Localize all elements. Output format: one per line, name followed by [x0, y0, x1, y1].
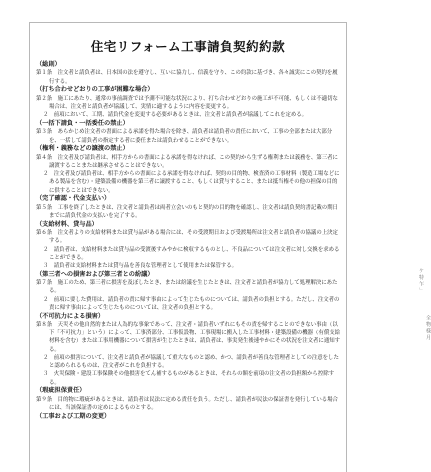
article-clause: ２ 注文者及び請負者は、相手方からの書面による承諾を得なければ、契約の目的物、検査済の工事材料（製造工場などにある製品を含む）・建築設備の機器を第三者に譲渡すること、もしくは貸与すること、または抵当権その他の担保の目的に供することはできない。: [43, 171, 340, 194]
side-text-fragment: ケ 特 乍 」: [418, 268, 424, 293]
section-heading: （工事および工期の変更）: [36, 412, 111, 420]
section-heading: （打ち合わせどおりの工事が困難な場合）: [36, 86, 154, 94]
article-clause: ２ 前項に要した費用は、請負者の責に帰す事由によって生じたものについては、請負者の負担とする。ただし、注文者の責に帰す事由によって生じたものについては、注文者の負担とする。: [43, 296, 340, 311]
article-clause: ３ 請負者は支給材料または貸与品を善良な管理者として使用または保管する。: [43, 263, 238, 270]
section-heading: （権利・義務などの譲渡の禁止）: [36, 145, 129, 153]
section-heading: （不可抗力による損害）: [36, 312, 105, 320]
article-clause: ３ 火災保険・建設工事保険その他損害をてん補するものがあるときは、それらの額を前項の注文者の負担額から控除する。: [43, 371, 335, 386]
section-heading: （総則）: [36, 61, 61, 68]
contract-document: [29, 22, 347, 472]
article-clause: ２ 前項において、工期、請負代金を変更する必要があるときは、注文者と請負者が協議してこれを定める。: [43, 112, 308, 119]
article-clause: ２ 前項の損害について、注文者と請負者が協議して重大なものと認め、かつ、請負者が善良な管理者としての注意をしたと認められるものは、注文者がこれを負担する。: [43, 354, 339, 370]
article-text: 第５条 工事を終了したときは、注文者と請負者は両者立会いのもと契約の目的物を確認し、注文者は請負契約書記載の期日までに請負代金の支払いを完了する。: [36, 204, 338, 220]
article-text: 第９条 目的物に瑕疵があるときは、請負者は民法に定める責任を負う。ただし、請負者が民法の保証書を発行している場合には、当該保証書の定めによるものとする。: [36, 396, 338, 411]
section-heading: （完了確認・代金支払い）: [36, 195, 111, 203]
article-text: 第６条 注文者よりの支給材料または貸与品がある場合には、その受渡期日および受渡場所は注文者と請負者の協議の上決定する。: [36, 230, 338, 245]
article-text: 第４条 注文者及び請負者は、相手方からの書面による承諾を得なければ、この契約から生ずる権利または義務を、第三者に譲渡することまたは継承させることはできない。: [36, 154, 338, 170]
document-title: 住宅リフォーム工事請負契約約款: [90, 39, 286, 54]
side-text-fragment: 全 物 様 月: [425, 315, 431, 340]
article-text: 第２条 施工にあたり、通常の事前調査では予測不可能な状況により、打ち合わせどおりの施工が不可能、もしくは不適切な場合は、注文者と請負者が協議して、実情に適するように内容を変更する。: [36, 95, 338, 111]
section-heading: （瑕疵担保責任）: [36, 387, 86, 395]
article-text: 第１条 注文者と請負者は、日本国の法を遵守し、互いに協力し、信義を守り、この約款に基づき、各々誠実にこの契約を履行する。: [36, 70, 338, 85]
section-heading: （一括下請負・一括委任の禁止）: [36, 120, 129, 128]
article-text: 第７条 施工のため、第三者に損害を及ぼしたとき、または紛議を生じたときは、注文者と請負者が協力して処理解決にあたる。: [36, 280, 338, 295]
contract-body: [36, 61, 340, 421]
section-heading: （第三者への損害および第三者との紛議）: [36, 270, 154, 278]
article-text: 第８条 天災その他自然的または人為的な事象であって、注文者・請負者いずれにもその責を帰することのできない事由（以下「不可抗力」という）によって、工事済部分、工事仮設物、工事現場に搬入した工事材料・建築設備の機器（有償支給材料を含む）または工事用機器について損害が生じたときは、請負者は、事実発生後速やかにその状況を注文者に通知する。: [36, 322, 340, 353]
article-text: 第３条 あらかじめ注文者の書面による承諾を得た場合を除き、請負者は請負者の責任において、工事の全部または大部分を、一括して請負者の指定する者に委任または請負わせることができない。: [36, 129, 333, 144]
section-heading: （支給材料、貸与品）: [36, 220, 98, 228]
article-clause: ２ 請負者は、支給材料または貸与品の受渡後すみやかに検収するものとし、不良品については注文者に対し交換を求めることができる。: [43, 246, 340, 261]
